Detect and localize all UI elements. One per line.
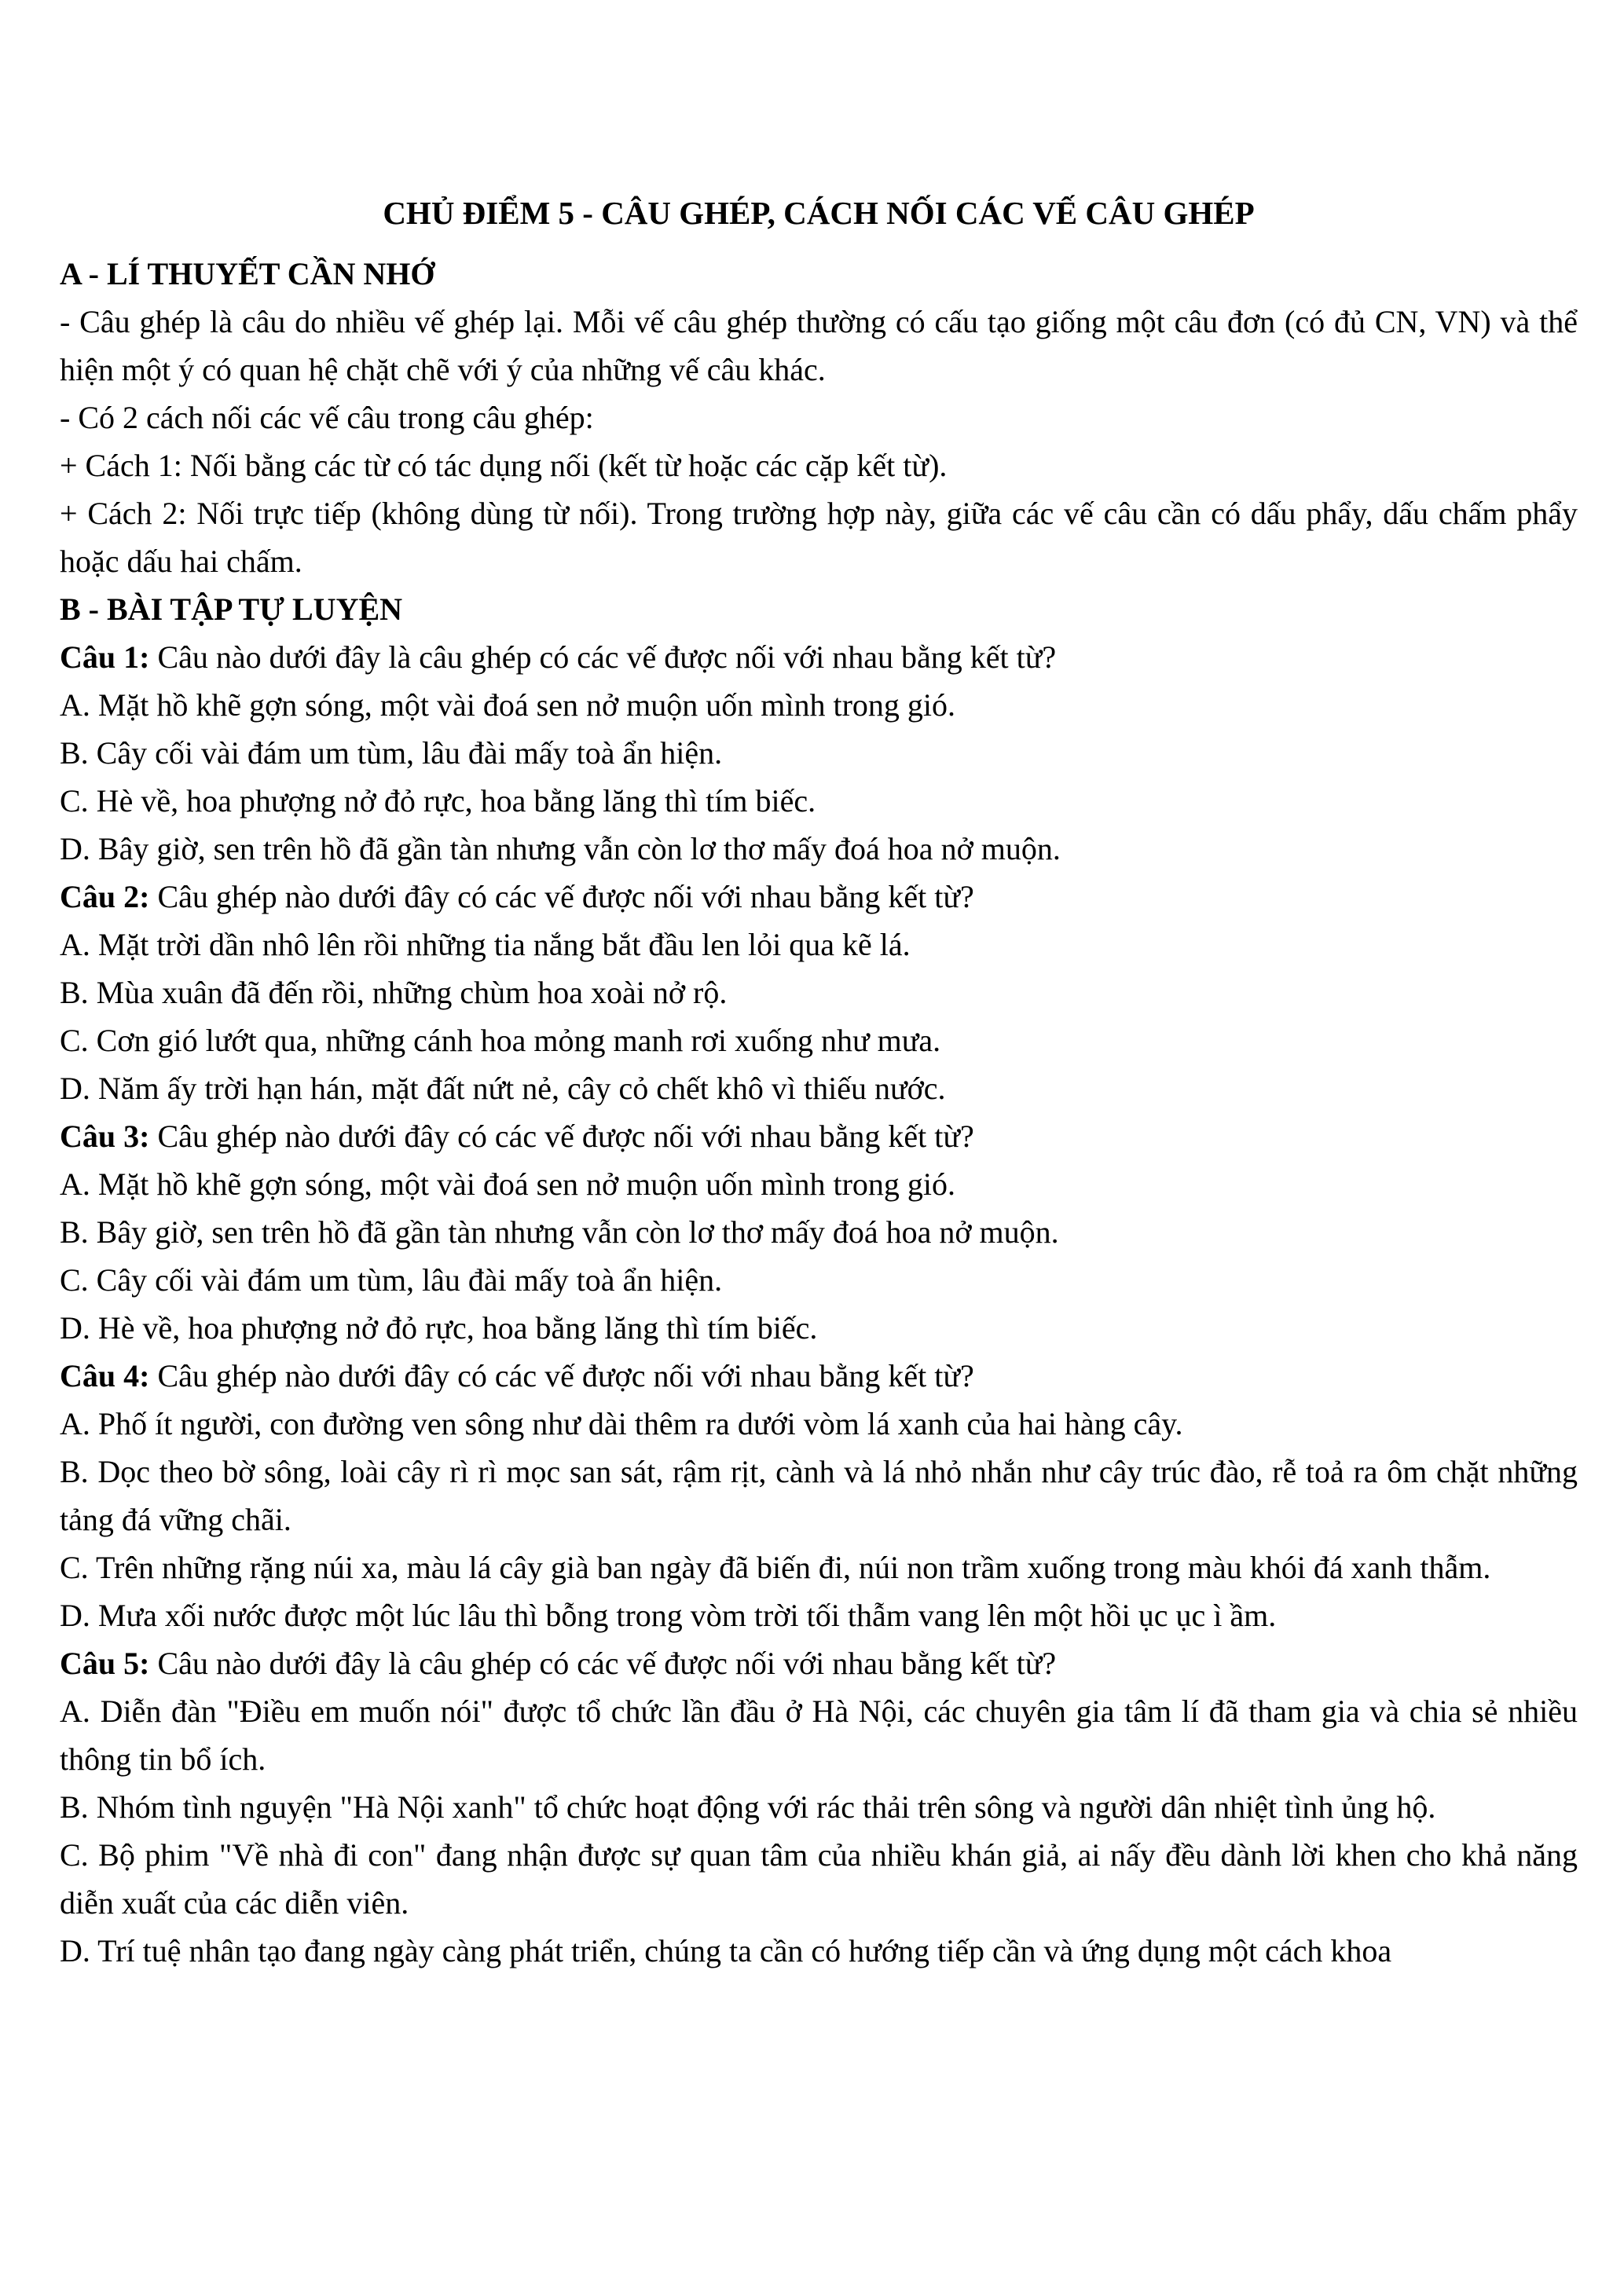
question-text: Câu nào dưới đây là câu ghép có các vế được nối với nhau bằng kết từ? xyxy=(149,1646,1057,1681)
answer-option: D. Bây giờ, sen trên hồ đã gần tàn nhưng vẫn còn lơ thơ mấy đoá hoa nở muộn. xyxy=(60,831,1061,866)
theory-paragraph: - Câu ghép là câu do nhiều vế ghép lại. Mỗi vế câu ghép thường có cấu tạo giống một câu đơn (có đủ CN, VN) và thể hiện một ý có quan hệ chặt chẽ với ý của những vế câu khác. xyxy=(60,304,1578,387)
question-label: Câu 2: xyxy=(60,879,150,914)
theory-paragraph: + Cách 2: Nối trực tiếp (không dùng từ nối). Trong trường hợp này, giữa các vế câu cần có dấu phẩy, dấu chấm phẩy hoặc dấu hai chấm. xyxy=(60,496,1578,579)
document-page xyxy=(60,185,1578,1975)
answer-option: D. Năm ấy trời hạn hán, mặt đất nứt nẻ, cây cỏ chết khô vì thiếu nước. xyxy=(60,1071,946,1106)
question-text: Câu nào dưới đây là câu ghép có các vế được nối với nhau bằng kết từ? xyxy=(149,639,1057,675)
question-label: Câu 5: xyxy=(60,1646,150,1681)
answer-option: B. Nhóm tình nguyện "Hà Nội xanh" tổ chức hoạt động với rác thải trên sông và người dân nhiệt tình ủng hộ. xyxy=(60,1789,1436,1825)
answer-option: A. Diễn đàn "Điều em muốn nói" được tổ chức lần đầu ở Hà Nội, các chuyên gia tâm lí đã tham gia và chia sẻ nhiều thông tin bổ ích. xyxy=(60,1694,1578,1777)
answer-option: B. Cây cối vài đám um tùm, lâu đài mấy toà ẩn hiện. xyxy=(60,735,723,771)
answer-option: A. Phố ít người, con đường ven sông như dài thêm ra dưới vòm lá xanh của hai hàng cây. xyxy=(60,1406,1183,1441)
answer-option: C. Bộ phim "Về nhà đi con" đang nhận được sự quan tâm của nhiều khán giả, ai nấy đều dành lời khen cho khả năng diễn xuất của các diễn viên. xyxy=(60,1837,1578,1921)
answer-option: C. Trên những rặng núi xa, màu lá cây già ban ngày đã biến đi, núi non trầm xuống trong màu khói đá xanh thẫm. xyxy=(60,1550,1491,1585)
answer-option: D. Trí tuệ nhân tạo đang ngày càng phát triển, chúng ta cần có hướng tiếp cần và ứng dụng một cách khoa xyxy=(60,1933,1392,1968)
answer-option: C. Cây cối vài đám um tùm, lâu đài mấy toà ẩn hiện. xyxy=(60,1262,723,1298)
question-stem xyxy=(60,1112,1578,1160)
question-2 xyxy=(60,873,1578,1112)
answer-option: B. Mùa xuân đã đến rồi, những chùm hoa xoài nở rộ. xyxy=(60,975,728,1010)
section-theory xyxy=(60,250,1578,585)
answer-option: A. Mặt hồ khẽ gợn sóng, một vài đoá sen nở muộn uốn mình trong gió. xyxy=(60,687,955,723)
section-b-heading: B - BÀI TẬP TỰ LUYỆN xyxy=(60,591,403,627)
question-3 xyxy=(60,1112,1578,1352)
question-stem xyxy=(60,873,1578,921)
answer-option: A. Mặt hồ khẽ gợn sóng, một vài đoá sen nở muộn uốn mình trong gió. xyxy=(60,1166,955,1202)
question-5 xyxy=(60,1639,1578,1975)
answer-option: D. Mưa xối nước được một lúc lâu thì bỗng trong vòm trời tối thẫm vang lên một hồi ục ục ì ầm. xyxy=(60,1598,1277,1633)
question-label: Câu 4: xyxy=(60,1358,150,1393)
question-text: Câu ghép nào dưới đây có các vế được nối với nhau bằng kết từ? xyxy=(149,1358,974,1393)
question-stem xyxy=(60,1352,1578,1400)
question-label: Câu 1: xyxy=(60,639,150,675)
question-label: Câu 3: xyxy=(60,1119,150,1154)
question-stem xyxy=(60,1639,1578,1687)
section-a-heading: A - LÍ THUYẾT CẦN NHỚ xyxy=(60,256,435,291)
theory-paragraph: - Có 2 cách nối các vế câu trong câu ghép: xyxy=(60,400,594,435)
section-exercises xyxy=(60,585,1578,1975)
question-1 xyxy=(60,633,1578,873)
answer-option: B. Bây giờ, sen trên hồ đã gần tàn nhưng vẫn còn lơ thơ mấy đoá hoa nở muộn. xyxy=(60,1214,1059,1250)
question-4 xyxy=(60,1352,1578,1639)
page-title: CHỦ ĐIỂM 5 - CÂU GHÉP, CÁCH NỐI CÁC VẾ CÂU GHÉP xyxy=(383,195,1255,231)
answer-option: C. Cơn gió lướt qua, những cánh hoa mỏng manh rơi xuống như mưa. xyxy=(60,1023,941,1058)
answer-option: B. Dọc theo bờ sông, loài cây rì rì mọc san sát, rậm rịt, cành và lá nhỏ nhắn như cây trúc đào, rễ toả ra ôm chặt những tảng đá vững chãi. xyxy=(60,1454,1578,1537)
answer-option: A. Mặt trời dần nhô lên rồi những tia nắng bắt đầu len lỏi qua kẽ lá. xyxy=(60,927,911,962)
answer-option: D. Hè về, hoa phượng nở đỏ rực, hoa bằng lăng thì tím biếc. xyxy=(60,1310,818,1346)
question-text: Câu ghép nào dưới đây có các vế được nối với nhau bằng kết từ? xyxy=(149,1119,974,1154)
question-text: Câu ghép nào dưới đây có các vế được nối với nhau bằng kết từ? xyxy=(149,879,974,914)
answer-option: C. Hè về, hoa phượng nở đỏ rực, hoa bằng lăng thì tím biếc. xyxy=(60,783,816,818)
question-stem xyxy=(60,633,1578,681)
theory-paragraph: + Cách 1: Nối bằng các từ có tác dụng nối (kết từ hoặc các cặp kết từ). xyxy=(60,448,948,483)
